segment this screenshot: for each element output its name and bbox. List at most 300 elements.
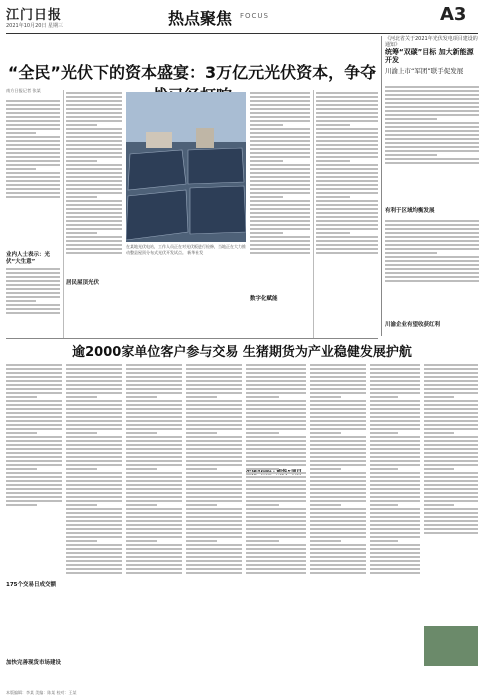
text-line (250, 248, 310, 250)
text-line (6, 160, 60, 162)
text-line (310, 468, 341, 470)
text-line (424, 496, 478, 498)
text-line (370, 496, 420, 498)
text-line (66, 232, 97, 234)
text-line (126, 428, 182, 430)
text-line (385, 236, 479, 238)
text-line (370, 560, 420, 562)
text-line (310, 548, 366, 550)
text-line (250, 108, 310, 110)
text-line (126, 480, 182, 482)
text-line (385, 268, 479, 270)
text-line (66, 568, 122, 570)
text-line (6, 488, 62, 490)
text-line (66, 532, 122, 534)
text-line (66, 520, 122, 522)
text-line (370, 540, 398, 542)
text-line (246, 476, 306, 478)
text-line (385, 110, 479, 112)
text-line (126, 552, 182, 554)
text-line (250, 140, 310, 142)
text-line (310, 428, 366, 430)
sidebar-section-title: 有利于区域均衡发展 (385, 208, 435, 214)
text-line (6, 196, 60, 198)
text-line (6, 148, 60, 150)
text-line (424, 484, 478, 486)
text-line (316, 208, 378, 210)
text-line (310, 380, 366, 382)
text-line (246, 376, 306, 378)
text-line (370, 568, 420, 570)
text-line (250, 120, 310, 122)
text-line (66, 572, 122, 574)
text-line (186, 504, 217, 506)
text-line (250, 180, 310, 182)
text-line (66, 156, 122, 158)
text-line (370, 532, 420, 534)
text-line (66, 224, 122, 226)
text-line (424, 516, 478, 518)
text-line (310, 476, 366, 478)
text-line (246, 372, 306, 374)
text-line (6, 364, 62, 366)
text-line (310, 572, 366, 574)
text-line (186, 396, 217, 398)
text-line (66, 536, 122, 538)
text-line (66, 220, 122, 222)
text-line (186, 568, 242, 570)
text-line (126, 384, 182, 386)
text-line (370, 508, 420, 510)
bottom-subheading-1: 175个交易日成交额 (6, 582, 56, 588)
text-line (370, 564, 420, 566)
text-line (6, 152, 60, 154)
text-line (6, 312, 60, 314)
text-line (316, 140, 378, 142)
text-line (126, 396, 157, 398)
text-line (66, 160, 97, 162)
main-byline: 南方日报记者 张某 (6, 88, 41, 93)
text-line (126, 516, 182, 518)
text-line (250, 176, 310, 178)
text-line (424, 488, 478, 490)
bottom-photo (424, 626, 478, 666)
text-line (316, 108, 378, 110)
text-line (385, 114, 479, 116)
text-line (316, 100, 378, 102)
text-line (66, 244, 122, 246)
text-line (250, 136, 310, 138)
text-line (6, 456, 62, 458)
bottom-column-1 (6, 362, 62, 582)
text-line (186, 404, 242, 406)
text-line (66, 208, 122, 210)
text-line (424, 480, 478, 482)
text-line (186, 452, 242, 454)
text-line (316, 136, 378, 138)
text-line (66, 140, 122, 142)
text-line (424, 448, 478, 450)
text-line (66, 448, 122, 450)
text-line (6, 436, 62, 438)
text-line (246, 368, 306, 370)
text-line (66, 112, 122, 114)
text-line (186, 368, 242, 370)
text-line (424, 508, 478, 510)
text-line (246, 492, 306, 494)
text-line (424, 412, 478, 414)
text-line (66, 104, 122, 106)
text-line (310, 516, 366, 518)
text-line (246, 460, 306, 462)
text-line (6, 496, 62, 498)
text-line (385, 240, 479, 242)
text-line (126, 400, 182, 402)
page-header (0, 0, 484, 34)
text-line (310, 556, 366, 558)
sidebar-subtitle: 川渝上市“军团”联手促发展 (385, 67, 464, 75)
sidebar-section-title-2: 川渝企业有望收获红利 (385, 322, 441, 328)
text-line (66, 188, 122, 190)
text-line (424, 384, 478, 386)
text-line (66, 500, 122, 502)
text-line (186, 476, 242, 478)
text-line (66, 148, 122, 150)
text-line (385, 162, 479, 164)
text-line (6, 416, 62, 418)
text-line (246, 380, 306, 382)
text-line (66, 404, 122, 406)
text-line (370, 404, 420, 406)
bottom-column-7 (370, 362, 420, 682)
text-line (385, 248, 479, 250)
article-column-2 (66, 90, 122, 338)
text-line (186, 448, 242, 450)
text-line (246, 412, 306, 414)
text-line (385, 256, 479, 258)
text-line (370, 536, 420, 538)
text-line (246, 440, 306, 442)
bottom-column-5 (246, 362, 306, 682)
text-line (66, 508, 122, 510)
page-footer: 本版编辑：李某 美编：陈某 校对：王某 (6, 690, 77, 695)
text-line (6, 288, 60, 290)
text-line (316, 116, 378, 118)
text-line (6, 500, 62, 502)
text-line (316, 240, 378, 242)
text-line (246, 532, 306, 534)
subheading-2: 居民屋顶光伏 (66, 280, 100, 286)
text-line (6, 180, 60, 182)
text-line (186, 572, 242, 574)
text-line (246, 444, 306, 446)
text-line (246, 564, 306, 566)
article-column-1b (6, 266, 60, 338)
text-line (126, 420, 182, 422)
text-line (316, 176, 378, 178)
text-line (186, 548, 242, 550)
text-line (66, 136, 122, 138)
text-line (186, 512, 242, 514)
text-line (66, 428, 122, 430)
text-line (316, 212, 378, 214)
text-line (385, 150, 479, 152)
text-line (186, 456, 242, 458)
text-line (246, 396, 279, 398)
text-line (250, 216, 310, 218)
sidebar-rule (381, 36, 382, 336)
text-line (6, 272, 60, 274)
text-line (316, 200, 378, 202)
text-line (186, 560, 242, 562)
text-line (6, 164, 60, 166)
text-line (126, 436, 182, 438)
text-line (310, 492, 366, 494)
text-line (424, 456, 478, 458)
text-line (370, 416, 420, 418)
text-line (66, 392, 122, 394)
text-line (6, 476, 62, 478)
bottom-column-2 (66, 362, 122, 682)
text-line (246, 556, 306, 558)
sidebar-kicker: 《河北省关于2021年光伏发电项目建设的通知》 (385, 36, 478, 48)
bottom-column-6 (310, 362, 366, 682)
text-line (6, 376, 62, 378)
text-line (310, 560, 366, 562)
text-line (126, 380, 182, 382)
text-line (6, 404, 62, 406)
text-line (66, 192, 122, 194)
text-line (126, 468, 157, 470)
page-number: A3 (440, 4, 467, 25)
text-line (246, 560, 306, 562)
text-line (126, 512, 182, 514)
text-line (126, 472, 182, 474)
text-line (246, 428, 306, 430)
text-line (370, 524, 420, 526)
text-line (246, 520, 306, 522)
text-line (370, 544, 420, 546)
text-line (6, 400, 62, 402)
text-line (385, 146, 479, 148)
text-line (6, 428, 62, 430)
text-line (6, 172, 60, 174)
text-line (6, 276, 60, 278)
text-line (6, 144, 60, 146)
text-line (66, 236, 122, 238)
text-line (6, 296, 60, 298)
bottom-headline: 逾2000家单位客户参与交易 生猪期货为产业稳健发展护航 (72, 345, 412, 360)
subheading-3: 数字化赋能 (250, 296, 278, 302)
text-line (310, 408, 366, 410)
text-line (424, 380, 478, 382)
text-line (186, 536, 242, 538)
text-line (370, 440, 420, 442)
text-line (6, 484, 62, 486)
text-line (250, 144, 310, 146)
text-line (66, 484, 122, 486)
text-line (370, 412, 420, 414)
text-line (316, 236, 378, 238)
text-line (310, 520, 366, 522)
text-line (250, 240, 310, 242)
text-line (66, 492, 122, 494)
text-line (66, 424, 122, 426)
text-line (385, 86, 479, 88)
text-line (186, 520, 242, 522)
text-line (6, 284, 60, 286)
text-line (186, 428, 242, 430)
text-line (316, 252, 378, 254)
text-line (66, 372, 122, 374)
text-line (126, 476, 182, 478)
text-line (6, 132, 36, 134)
text-line (6, 440, 62, 442)
text-line (246, 480, 306, 482)
text-line (66, 480, 122, 482)
text-line (310, 364, 366, 366)
sidebar-text-2 (385, 218, 479, 318)
text-line (316, 232, 350, 234)
text-line (246, 456, 306, 458)
text-line (310, 512, 366, 514)
text-line (310, 488, 366, 490)
text-line (186, 468, 217, 470)
text-line (316, 124, 350, 126)
text-line (310, 388, 366, 390)
text-line (126, 464, 182, 466)
text-line (126, 528, 182, 530)
text-line (66, 96, 122, 98)
text-line (424, 460, 478, 462)
text-line (66, 368, 122, 370)
article-column-4 (316, 90, 378, 338)
text-line (385, 118, 437, 120)
text-line (316, 120, 378, 122)
text-line (310, 472, 366, 474)
text-line (370, 392, 420, 394)
text-line (424, 524, 478, 526)
column-rule (313, 90, 314, 338)
text-line (385, 264, 479, 266)
text-line (370, 436, 420, 438)
text-line (250, 152, 310, 154)
text-line (66, 416, 122, 418)
text-line (316, 172, 378, 174)
text-line (310, 500, 366, 502)
text-line (186, 412, 242, 414)
text-line (385, 244, 479, 246)
text-line (370, 456, 420, 458)
text-line (424, 376, 478, 378)
text-line (316, 224, 378, 226)
text-line (66, 108, 122, 110)
column-rule (63, 90, 64, 338)
text-line (250, 100, 310, 102)
text-line (316, 144, 378, 146)
text-line (126, 524, 182, 526)
text-line (246, 432, 279, 434)
text-line (250, 212, 310, 214)
text-line (370, 444, 420, 446)
text-line (66, 564, 122, 566)
text-line (186, 420, 242, 422)
text-line (310, 372, 366, 374)
text-line (6, 448, 62, 450)
text-line (370, 452, 420, 454)
text-line (370, 372, 420, 374)
text-line (246, 388, 306, 390)
text-line (6, 140, 60, 142)
text-line (186, 540, 217, 542)
text-line (250, 204, 310, 206)
text-line (126, 496, 182, 498)
text-line (66, 468, 97, 470)
text-line (186, 564, 242, 566)
text-line (370, 364, 420, 366)
bottom-column-8 (424, 362, 478, 622)
text-line (6, 504, 37, 506)
text-line (126, 444, 182, 446)
text-line (66, 516, 122, 518)
text-line (126, 388, 182, 390)
text-line (310, 448, 366, 450)
text-line (385, 138, 479, 140)
text-line (250, 252, 310, 254)
text-line (6, 460, 62, 462)
text-line (424, 440, 478, 442)
text-line (310, 464, 366, 466)
text-line (186, 532, 242, 534)
text-line (310, 508, 366, 510)
text-line (66, 464, 122, 466)
text-line (6, 392, 62, 394)
text-line (370, 500, 420, 502)
text-line (250, 188, 310, 190)
text-line (6, 388, 62, 390)
text-line (246, 420, 306, 422)
text-line (316, 152, 378, 154)
issue-date: 2021年10月20日 星期三 (6, 23, 64, 29)
bottom-subheading-3: 加快完善现货市场建设 (6, 660, 62, 666)
text-line (126, 364, 182, 366)
text-line (310, 424, 366, 426)
text-line (66, 444, 122, 446)
text-line (66, 396, 97, 398)
text-line (424, 408, 478, 410)
text-line (424, 432, 454, 434)
text-line (66, 440, 122, 442)
text-line (6, 292, 60, 294)
text-line (126, 424, 182, 426)
text-line (385, 280, 479, 282)
text-line (6, 412, 62, 414)
text-line (316, 156, 378, 158)
text-line (424, 512, 478, 514)
text-line (246, 468, 279, 470)
text-line (310, 544, 366, 546)
text-line (316, 192, 378, 194)
text-line (246, 528, 306, 530)
text-line (66, 528, 122, 530)
text-line (6, 116, 60, 118)
text-line (66, 200, 122, 202)
text-line (316, 160, 350, 162)
text-line (250, 92, 310, 94)
text-line (424, 464, 478, 466)
text-line (186, 472, 242, 474)
text-line (66, 420, 122, 422)
